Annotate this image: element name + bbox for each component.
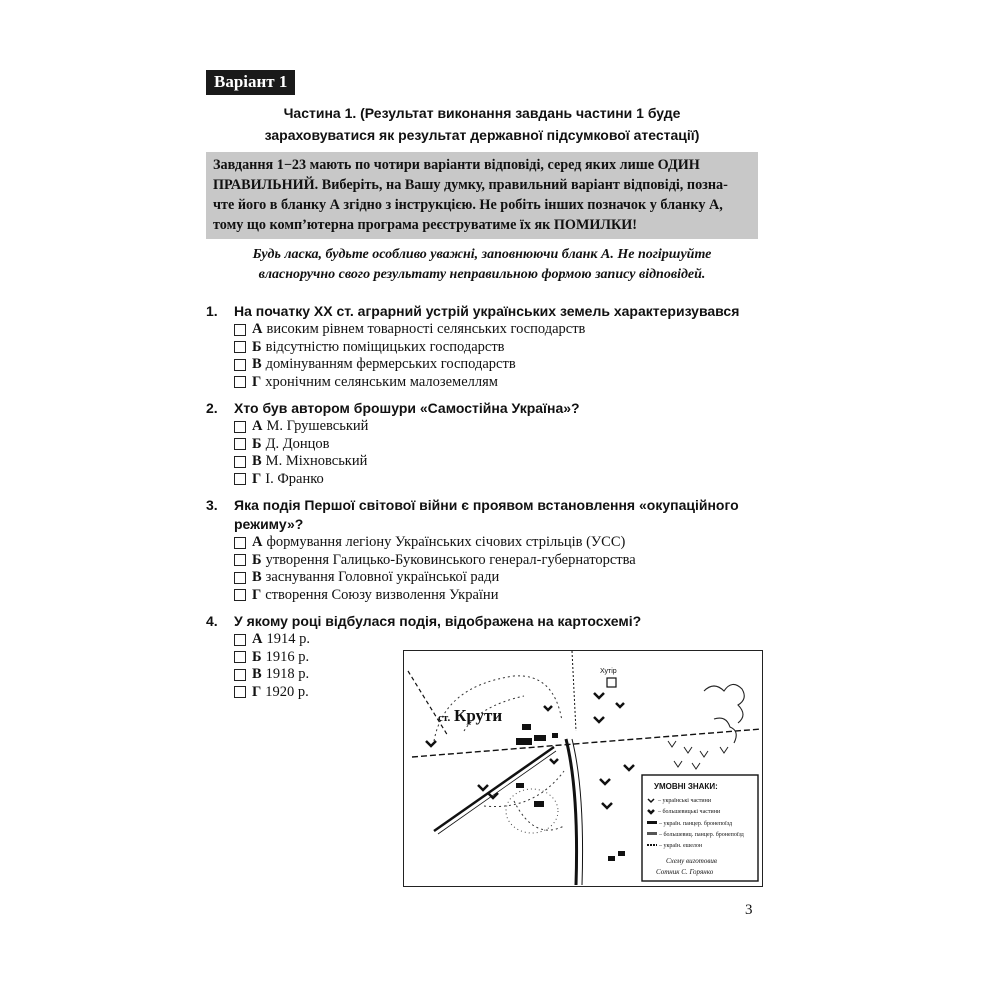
option-text: відсутністю поміщицьких господарств: [265, 338, 505, 355]
option-letter: А: [252, 534, 263, 550]
part-heading-line2: зараховуватися як результат державної підсумкової атестації): [264, 127, 700, 143]
answer-option[interactable]: [234, 631, 766, 649]
station-building: [516, 738, 532, 745]
battle-map-drawing: [404, 651, 761, 885]
part-heading-line1: Частина 1. (Результат виконання завдань частини 1 буде: [283, 105, 681, 121]
option-letter: Б: [252, 435, 262, 452]
instructions-line1: Завдання 1−23 мають по чотири варіанти відповіді, серед яких лише ОДИН: [213, 157, 700, 173]
checkbox[interactable]: [234, 634, 246, 646]
battle-map: [403, 650, 763, 887]
answer-option[interactable]: [234, 587, 766, 605]
option-text: домінуванням фермерських господарств: [265, 356, 516, 372]
attention-note-line2: власноручно свого результату неправильною формою запису відповідей.: [258, 267, 706, 282]
option-letter: В: [252, 453, 262, 469]
legend-item-3: – україн. панцер. бронепоїзд: [659, 821, 733, 827]
railway-branch: [566, 739, 577, 885]
hill-area: [506, 789, 558, 833]
question-2: [206, 399, 766, 488]
checkbox[interactable]: [234, 421, 246, 433]
option-text: М. Грушевський: [266, 418, 369, 434]
checkbox[interactable]: [234, 669, 246, 681]
answer-option[interactable]: [234, 453, 766, 471]
legend-item-5: – україн. ешелон: [659, 843, 703, 849]
option-letter: В: [252, 666, 262, 682]
railway-line: [412, 729, 761, 757]
answer-option[interactable]: [234, 418, 766, 436]
option-text: створення Союзу визволення України: [265, 586, 499, 603]
option-letter: А: [252, 631, 263, 647]
attention-note: [206, 245, 758, 285]
part-heading: [206, 102, 758, 146]
option-text: заснування Головної української ради: [265, 569, 500, 585]
checkbox[interactable]: [234, 359, 246, 371]
option-text: хронічним селянським малоземеллям: [265, 373, 498, 390]
instructions-line2: ПРАВИЛЬНИЙ. Виберіть, на Вашу думку, правильний варіант відповіді, позна-: [213, 177, 728, 193]
attention-note-line1: Будь ласка, будьте особливо уважні, заповнюючи бланк А. Не погіршуйте: [252, 247, 712, 262]
question-3: [206, 496, 766, 604]
question-text: Хто був автором брошури «Самостійна Україна»?: [234, 400, 580, 416]
question-text: У якому році відбулася подія, відображена на картосхемі?: [234, 613, 642, 629]
checkbox[interactable]: [234, 589, 246, 601]
khutir-label: Хутір: [600, 668, 617, 675]
option-letter: В: [252, 569, 262, 585]
map-signature-line2: Сотник С. Горянко: [656, 868, 714, 876]
page-number: 3: [745, 902, 753, 918]
option-letter: Б: [252, 338, 262, 355]
checkbox[interactable]: [234, 341, 246, 353]
instructions-line3: чте його в бланку А згідно з інструкцією. Не робіть інших позначок у бланку А,: [213, 197, 723, 213]
answer-option[interactable]: [234, 339, 766, 357]
unit-marker: [594, 693, 604, 698]
option-text: І. Франко: [265, 470, 324, 487]
option-letter: Б: [252, 648, 262, 665]
checkbox[interactable]: [234, 473, 246, 485]
map-signature-line1: Схему виготовив: [666, 857, 717, 865]
question-text: Яка подія Першої світової війни є проявом встановлення «окупаційного режиму»?: [234, 497, 739, 532]
checkbox[interactable]: [234, 572, 246, 584]
checkbox[interactable]: [234, 456, 246, 468]
checkbox[interactable]: [234, 324, 246, 336]
legend-title: УМОВНІ ЗНАКИ:: [654, 782, 718, 791]
option-letter: Б: [252, 551, 262, 568]
option-text: 1916 р.: [265, 648, 310, 665]
option-letter: Г: [252, 683, 262, 700]
station-prefix: ст.: [438, 712, 451, 724]
question-number: 2.: [206, 400, 218, 416]
answer-option[interactable]: [234, 436, 766, 454]
question-number: 3.: [206, 497, 218, 513]
option-text: високим рівнем товарності селянських господарств: [266, 321, 586, 337]
option-letter: Г: [252, 373, 262, 390]
answer-option[interactable]: [234, 374, 766, 392]
option-text: 1920 р.: [265, 683, 309, 700]
question-text: На початку XX ст. аграрний устрій українських земель характеризувався: [234, 303, 740, 319]
option-text: М. Міхновський: [265, 453, 368, 469]
option-letter: А: [252, 321, 263, 337]
forest-area: [704, 684, 744, 723]
option-text: Д. Донцов: [265, 435, 330, 452]
answer-option[interactable]: [234, 534, 766, 552]
question-1: [206, 302, 766, 391]
checkbox[interactable]: [234, 537, 246, 549]
checkbox[interactable]: [234, 554, 246, 566]
question-number: 4.: [206, 613, 218, 629]
legend-item-1: – українські частини: [658, 798, 712, 804]
option-text: утворення Галицько-Буковинського генерал-губернаторства: [265, 551, 636, 568]
variant-label: Варіант 1: [206, 70, 295, 95]
option-letter: А: [252, 418, 263, 434]
checkbox[interactable]: [234, 686, 246, 698]
answer-option[interactable]: [234, 321, 766, 339]
option-letter: В: [252, 356, 262, 372]
instructions-line4: тому що комп’ютерна програма реєструватиме їх як ПОМИЛКИ!: [213, 217, 638, 233]
option-text: формування легіону Українських січових стрільців (УСС): [266, 534, 626, 550]
answer-option[interactable]: [234, 552, 766, 570]
answer-option[interactable]: [234, 569, 766, 587]
option-letter: Г: [252, 586, 262, 603]
instructions-box: [206, 152, 758, 239]
answer-option[interactable]: [234, 356, 766, 374]
checkbox[interactable]: [234, 651, 246, 663]
legend-item-2: – большевицькі частини: [658, 809, 721, 815]
station-name: Крути: [454, 706, 503, 725]
option-text: 1918 р.: [265, 666, 310, 682]
option-text: 1914 р.: [266, 631, 310, 647]
checkbox[interactable]: [234, 376, 246, 388]
answer-option[interactable]: [234, 471, 766, 489]
checkbox[interactable]: [234, 438, 246, 450]
question-number: 1.: [206, 303, 218, 319]
khutir-building: [607, 678, 616, 687]
legend-item-4: – большевиц. панцер. бронепоїзд: [659, 832, 744, 838]
option-letter: Г: [252, 470, 262, 487]
